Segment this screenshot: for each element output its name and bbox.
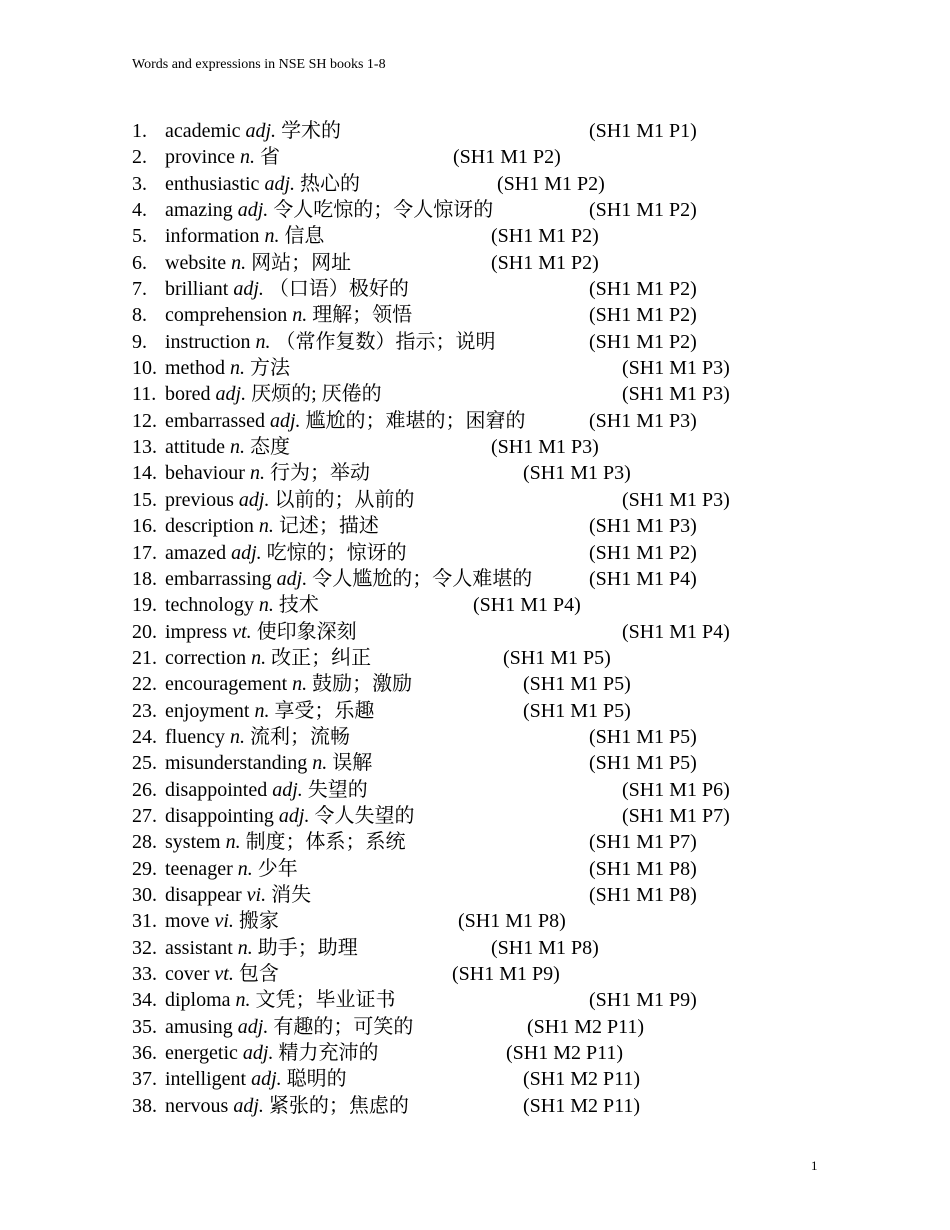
entry-part-of-speech: adj. — [233, 278, 264, 301]
entry-part-of-speech: n. — [249, 462, 265, 485]
entry-text — [165, 408, 526, 434]
list-item — [132, 645, 832, 671]
list-item — [132, 1014, 832, 1040]
entry-reference: (SH1 M1 P5) — [523, 699, 631, 722]
entry-part-of-speech: adj. — [238, 488, 270, 511]
entry-text — [165, 750, 372, 776]
entry-part-of-speech: adj. — [242, 1042, 274, 1065]
entry-part-of-speech: adj. — [245, 120, 277, 142]
entry-part-of-speech: vi. — [214, 910, 234, 933]
entry-reference: (SH1 M1 P7) — [622, 804, 730, 827]
entry-reference: (SH1 M1 P2) — [453, 146, 561, 169]
page-header: Words and expressions in NSE SH books 1-8 — [132, 57, 386, 72]
entry-meaning: 记述；描述 — [278, 515, 379, 538]
list-item — [132, 1066, 832, 1092]
entry-text — [165, 777, 368, 803]
list-item — [132, 250, 832, 276]
list-item — [132, 197, 832, 223]
list-item — [132, 777, 832, 803]
list-item — [132, 724, 832, 750]
entry-number: 16. — [132, 515, 157, 538]
entry-word: comprehension — [165, 304, 288, 327]
entry-part-of-speech: n. — [225, 831, 241, 854]
entry-meaning: 态度 — [249, 436, 290, 459]
entry-word: instruction — [165, 330, 251, 353]
entry-reference: (SH1 M1 P9) — [589, 989, 697, 1012]
entry-meaning: 鼓励；激励 — [312, 673, 413, 696]
entry-number: 18. — [132, 567, 157, 590]
entry-text — [165, 1093, 409, 1119]
entry-part-of-speech: adj. — [237, 1015, 269, 1038]
entry-part-of-speech: adj. — [276, 567, 308, 590]
entry-number: 4. — [132, 199, 147, 222]
entry-text — [165, 144, 280, 170]
entry-text — [165, 302, 412, 328]
entry-number: 15. — [132, 488, 157, 511]
entry-part-of-speech: n. — [312, 752, 328, 775]
entry-word: assistant — [165, 936, 233, 959]
entry-reference: (SH1 M1 P1) — [589, 120, 697, 142]
entry-part-of-speech: adj. — [278, 804, 310, 827]
entry-text — [165, 487, 414, 513]
entry-part-of-speech: adj. — [231, 541, 262, 564]
entry-text — [165, 645, 371, 671]
entry-part-of-speech: n. — [231, 251, 247, 274]
entry-part-of-speech: adj. — [215, 383, 247, 406]
list-item — [132, 1040, 832, 1066]
entry-reference: (SH1 M1 P3) — [622, 357, 730, 380]
entry-word: enjoyment — [165, 699, 250, 722]
entry-reference: (SH1 M2 P11) — [527, 1015, 645, 1038]
page-number: 1 — [811, 1158, 818, 1173]
list-item — [132, 671, 832, 697]
entry-part-of-speech: adj. — [233, 1094, 264, 1117]
entry-part-of-speech: adj. — [264, 172, 295, 195]
entry-number: 24. — [132, 725, 157, 748]
list-item — [132, 1093, 832, 1119]
entry-number: 34. — [132, 989, 157, 1012]
entry-text — [165, 566, 532, 592]
entry-part-of-speech: adj. — [237, 199, 269, 222]
entry-text — [165, 698, 374, 724]
entry-reference: (SH1 M2 P11) — [523, 1094, 641, 1117]
list-item — [132, 408, 832, 434]
entry-reference: (SH1 M1 P5) — [589, 752, 697, 775]
entry-reference: (SH1 M1 P3) — [491, 436, 599, 459]
entry-word: bored — [165, 383, 211, 406]
entry-number: 5. — [132, 225, 147, 248]
entry-meaning: 聪明的 — [286, 1068, 347, 1091]
entry-text — [165, 250, 351, 276]
entry-reference: (SH1 M1 P2) — [589, 330, 697, 353]
entry-meaning: 令人尴尬的；令人难堪的 — [312, 567, 533, 590]
entry-number: 21. — [132, 646, 157, 669]
entry-word: information — [165, 225, 260, 248]
entry-number: 13. — [132, 436, 157, 459]
entry-reference: (SH1 M2 P11) — [506, 1042, 624, 1065]
entry-text — [165, 197, 493, 223]
entry-meaning: 改正；纠正 — [271, 646, 372, 669]
entry-meaning: 厌烦的; 厌倦的 — [251, 383, 382, 406]
list-item — [132, 803, 832, 829]
entry-word: description — [165, 515, 254, 538]
entry-number: 23. — [132, 699, 157, 722]
list-item — [132, 698, 832, 724]
entry-number: 14. — [132, 462, 157, 485]
entry-number: 9. — [132, 330, 147, 353]
entry-word: website — [165, 251, 227, 274]
entry-word: teenager — [165, 857, 233, 880]
entry-text — [165, 724, 350, 750]
entry-reference: (SH1 M1 P3) — [523, 462, 631, 485]
list-item — [132, 223, 832, 249]
entry-number: 1. — [132, 120, 147, 142]
entry-reference: (SH1 M1 P4) — [622, 620, 730, 643]
entry-text — [165, 882, 311, 908]
entry-meaning: 热心的 — [300, 172, 360, 195]
entry-reference: (SH1 M1 P9) — [452, 963, 560, 985]
entry-part-of-speech: n. — [237, 936, 253, 959]
entry-reference: (SH1 M1 P3) — [622, 383, 730, 406]
entry-text — [165, 1066, 347, 1092]
entry-text — [165, 961, 279, 987]
entry-reference: (SH1 M1 P2) — [589, 541, 697, 564]
entry-text — [165, 619, 357, 645]
entry-reference: (SH1 M1 P4) — [589, 567, 697, 590]
entry-number: 32. — [132, 936, 157, 959]
entry-part-of-speech: adj. — [269, 409, 301, 432]
entry-number: 19. — [132, 594, 157, 617]
list-item — [132, 750, 832, 776]
list-item — [132, 540, 832, 566]
list-item — [132, 961, 832, 987]
entry-meaning: 误解 — [332, 752, 373, 775]
entry-part-of-speech: n. — [258, 594, 274, 617]
entry-text — [165, 935, 358, 961]
entry-meaning: 文凭；毕业证书 — [255, 989, 396, 1012]
list-item — [132, 460, 832, 486]
entry-word: energetic — [165, 1042, 238, 1065]
entry-meaning: 包含 — [238, 963, 279, 985]
entry-number: 20. — [132, 620, 157, 643]
list-item — [132, 566, 832, 592]
entry-reference: (SH1 M1 P3) — [589, 515, 697, 538]
list-item — [132, 302, 832, 328]
entry-number: 29. — [132, 857, 157, 880]
entry-word: academic — [165, 120, 241, 142]
entry-word: embarrassed — [165, 409, 265, 432]
entry-part-of-speech: n. — [255, 330, 271, 353]
entry-reference: (SH1 M1 P2) — [589, 304, 697, 327]
entry-meaning: 享受；乐趣 — [274, 699, 375, 722]
entry-word: misunderstanding — [165, 752, 308, 775]
entry-reference: (SH1 M1 P2) — [491, 225, 599, 248]
list-item — [132, 882, 832, 908]
entry-text — [165, 671, 412, 697]
entry-meaning: 以前的；从前的 — [274, 488, 415, 511]
entry-text — [165, 908, 279, 934]
entry-reference: (SH1 M1 P5) — [589, 725, 697, 748]
entry-number: 36. — [132, 1042, 157, 1065]
entry-reference: (SH1 M1 P5) — [503, 646, 611, 669]
entry-word: disappointed — [165, 778, 268, 801]
entry-word: technology — [165, 594, 254, 617]
entry-part-of-speech: n. — [292, 304, 308, 327]
entry-number: 33. — [132, 963, 157, 985]
entry-word: disappointing — [165, 804, 274, 827]
vocabulary-list — [132, 118, 832, 1119]
entry-reference: (SH1 M1 P8) — [491, 936, 599, 959]
entry-part-of-speech: vt. — [232, 620, 252, 643]
entry-text — [165, 987, 396, 1013]
entry-word: method — [165, 357, 225, 380]
entry-text — [165, 856, 298, 882]
entry-word: impress — [165, 620, 228, 643]
entry-text — [165, 540, 407, 566]
entry-text — [165, 355, 290, 381]
entry-number: 26. — [132, 778, 157, 801]
entry-word: fluency — [165, 725, 225, 748]
entry-word: enthusiastic — [165, 172, 260, 195]
entry-part-of-speech: n. — [292, 673, 308, 696]
entry-meaning: 助手；助理 — [257, 936, 358, 959]
entry-number: 37. — [132, 1068, 157, 1091]
entry-reference: (SH1 M1 P2) — [491, 251, 599, 274]
entry-meaning: （常作复数）指示；说明 — [275, 330, 496, 353]
entry-reference: (SH1 M1 P8) — [458, 910, 566, 933]
entry-reference: (SH1 M1 P5) — [523, 673, 631, 696]
entry-text — [165, 1014, 413, 1040]
entry-number: 22. — [132, 673, 157, 696]
entry-part-of-speech: adj. — [251, 1068, 282, 1091]
entry-part-of-speech: n. — [229, 436, 245, 459]
entry-number: 25. — [132, 752, 157, 775]
entry-number: 8. — [132, 304, 147, 327]
entry-text — [165, 460, 370, 486]
entry-number: 7. — [132, 278, 147, 301]
entry-part-of-speech: n. — [237, 857, 253, 880]
list-item — [132, 987, 832, 1013]
entry-meaning: 省 — [259, 146, 280, 169]
entry-text — [165, 118, 341, 144]
entry-number: 3. — [132, 172, 147, 195]
entry-number: 30. — [132, 883, 157, 906]
entry-reference: (SH1 M1 P3) — [589, 409, 697, 432]
entry-meaning: 流利；流畅 — [249, 725, 350, 748]
entry-word: nervous — [165, 1094, 229, 1117]
entry-part-of-speech: n. — [264, 225, 280, 248]
entry-text — [165, 1040, 378, 1066]
list-item — [132, 592, 832, 618]
entry-part-of-speech: n. — [239, 146, 255, 169]
entry-text — [165, 829, 406, 855]
entry-text — [165, 803, 414, 829]
entry-text — [165, 513, 379, 539]
entry-meaning: 精力充沛的 — [278, 1042, 379, 1065]
entry-meaning: （口语）极好的 — [268, 278, 409, 301]
entry-meaning: 搬家 — [238, 910, 279, 933]
list-item — [132, 276, 832, 302]
entry-word: system — [165, 831, 221, 854]
entry-number: 11. — [132, 383, 157, 406]
entry-word: previous — [165, 488, 234, 511]
entry-meaning: 少年 — [257, 857, 298, 880]
entry-reference: (SH1 M2 P11) — [523, 1068, 641, 1091]
entry-number: 35. — [132, 1015, 157, 1038]
entry-meaning: 信息 — [284, 225, 325, 248]
entry-part-of-speech: n. — [254, 699, 270, 722]
list-item — [132, 171, 832, 197]
list-item — [132, 434, 832, 460]
entry-meaning: 方法 — [250, 357, 290, 380]
entry-word: amusing — [165, 1015, 233, 1038]
entry-text — [165, 592, 319, 618]
entry-meaning: 令人失望的 — [314, 804, 415, 827]
entry-word: cover — [165, 963, 210, 985]
entry-reference: (SH1 M1 P2) — [497, 172, 605, 195]
entry-word: diploma — [165, 989, 231, 1012]
entry-meaning: 理解；领悟 — [312, 304, 413, 327]
entry-meaning: 令人吃惊的；令人惊讶的 — [273, 199, 494, 222]
entry-reference: (SH1 M1 P8) — [589, 857, 697, 880]
entry-number: 12. — [132, 409, 157, 432]
entry-meaning: 网站；网址 — [251, 251, 352, 274]
entry-meaning: 技术 — [278, 594, 319, 617]
entry-meaning: 学术的 — [281, 120, 342, 142]
entry-word: brilliant — [165, 278, 229, 301]
entry-meaning: 失望的 — [307, 778, 368, 801]
entry-word: amazing — [165, 199, 233, 222]
entry-meaning: 制度；体系；系统 — [245, 831, 406, 854]
list-item — [132, 487, 832, 513]
entry-text — [165, 171, 360, 197]
entry-number: 10. — [132, 357, 157, 380]
entry-text — [165, 276, 409, 302]
entry-word: amazed — [165, 541, 227, 564]
entry-reference: (SH1 M1 P4) — [473, 594, 581, 617]
entry-reference: (SH1 M1 P6) — [622, 778, 730, 801]
entry-meaning: 尴尬的；难堪的；困窘的 — [305, 409, 526, 432]
entry-part-of-speech: n. — [230, 357, 245, 380]
entry-meaning: 紧张的；焦虑的 — [268, 1094, 409, 1117]
entry-part-of-speech: vi. — [246, 883, 267, 906]
list-item — [132, 118, 832, 144]
entry-number: 6. — [132, 251, 147, 274]
entry-word: attitude — [165, 436, 225, 459]
list-item — [132, 908, 832, 934]
entry-part-of-speech: n. — [235, 989, 251, 1012]
entry-reference: (SH1 M1 P7) — [589, 831, 697, 854]
entry-number: 27. — [132, 804, 157, 827]
entry-meaning: 消失 — [271, 883, 312, 906]
entry-number: 17. — [132, 541, 157, 564]
list-item — [132, 513, 832, 539]
entry-reference: (SH1 M1 P8) — [589, 883, 697, 906]
entry-number: 31. — [132, 910, 157, 933]
entry-word: encouragement — [165, 673, 288, 696]
list-item — [132, 355, 832, 381]
list-item — [132, 619, 832, 645]
list-item — [132, 935, 832, 961]
list-item — [132, 144, 832, 170]
entry-text — [165, 223, 324, 249]
entry-word: behaviour — [165, 462, 245, 485]
entry-word: province — [165, 146, 235, 169]
list-item — [132, 329, 832, 355]
entry-part-of-speech: vt. — [214, 963, 234, 985]
entry-text — [165, 381, 382, 407]
entry-meaning: 有趣的；可笑的 — [273, 1015, 414, 1038]
entry-text — [165, 434, 290, 460]
entry-number: 28. — [132, 831, 157, 854]
entry-word: disappear — [165, 883, 242, 906]
entry-part-of-speech: n. — [229, 725, 245, 748]
entry-part-of-speech: adj. — [272, 778, 303, 801]
entry-number: 2. — [132, 146, 147, 169]
entry-reference: (SH1 M1 P2) — [589, 278, 697, 301]
entry-reference: (SH1 M1 P2) — [589, 199, 697, 222]
entry-word: embarrassing — [165, 567, 272, 590]
entry-meaning: 吃惊的；惊讶的 — [266, 541, 407, 564]
entry-reference: (SH1 M1 P3) — [622, 488, 730, 511]
list-item — [132, 829, 832, 855]
entry-part-of-speech: n. — [258, 515, 274, 538]
list-item — [132, 856, 832, 882]
entry-meaning: 行为；举动 — [269, 462, 370, 485]
entry-number: 38. — [132, 1094, 157, 1117]
entry-word: correction — [165, 646, 247, 669]
list-item — [132, 381, 832, 407]
entry-word: intelligent — [165, 1068, 247, 1091]
entry-word: move — [165, 910, 210, 933]
entry-meaning: 使印象深刻 — [256, 620, 357, 643]
entry-text — [165, 329, 496, 355]
entry-part-of-speech: n. — [251, 646, 267, 669]
